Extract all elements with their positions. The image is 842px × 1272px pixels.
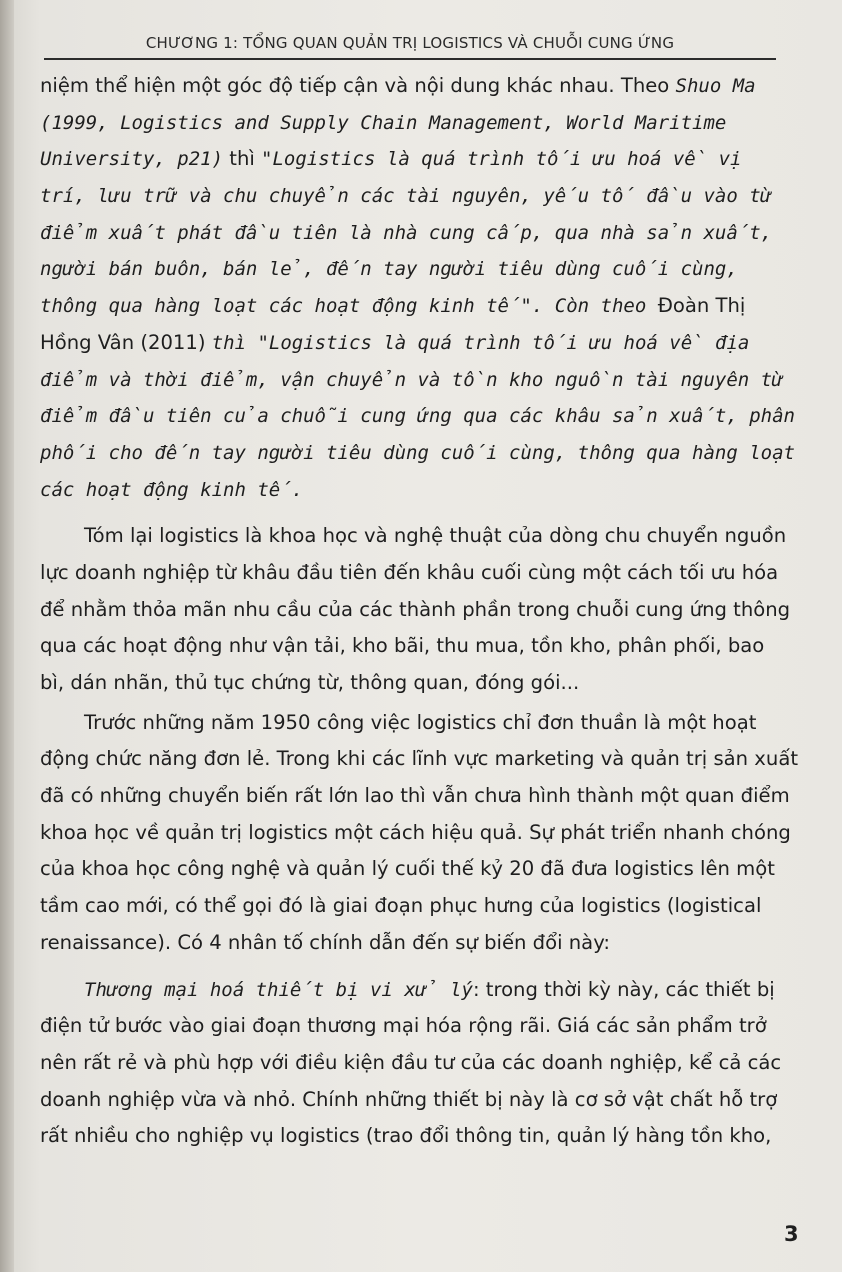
body-line bbox=[40, 68, 792, 105]
body-text: thì bbox=[223, 147, 262, 171]
body-text: : trong thời kỳ này, các thiết bị bbox=[472, 977, 775, 1001]
paragraph-line: lực doanh nghiệp từ khâu đầu tiên đến khâu cuối cùng một cách tối ưu hóa bbox=[40, 560, 779, 584]
paragraph-line: khoa học về quản trị logistics một cách hiệu quả. Sự phát triển nhanh chóng bbox=[40, 820, 791, 844]
paragraph-line: động chức năng đơn lẻ. Trong khi các lĩnh vực marketing và quản trị sản xuất bbox=[40, 747, 799, 771]
paragraph-line bbox=[40, 972, 792, 1009]
quote-line: các hoạt động kinh tế. bbox=[40, 478, 304, 501]
running-header: CHƯƠNG 1: TỔNG QUAN QUẢN TRỊ LOGISTICS VÀ CHUỖI CUNG ỨNG bbox=[44, 30, 776, 60]
citation-author: Shuo Ma bbox=[675, 75, 756, 97]
paragraph-line: điện tử bước vào giai đoạn thương mại hóa rộng rãi. Giá các sản phẩm trở bbox=[40, 1014, 767, 1038]
body-line bbox=[40, 288, 792, 325]
citation-text: University, p21) bbox=[40, 148, 224, 171]
paragraph-gap bbox=[40, 962, 792, 972]
paragraph-line: renaissance). Có 4 nhân tố chính dẫn đến sự biến đổi này: bbox=[40, 930, 610, 954]
paragraph-line: đã có những chuyển biến rất lớn lao thì vẫn chưa hình thành một quan điểm bbox=[40, 784, 790, 808]
paragraph-line: để nhằm thỏa mãn nhu cầu của các thành phần trong chuỗi cung ứng thông bbox=[40, 597, 791, 621]
paragraph-gap bbox=[40, 508, 792, 518]
quote-line: người bán buôn, bán lẻ, đến tay người tiêu dùng cuối cùng, bbox=[40, 258, 738, 281]
quote-line: trí, lưu trữ và chu chuyển các tài nguyên, yếu tố đầu vào từ bbox=[40, 185, 773, 208]
quote-line: phối cho đến tay người tiêu dùng cuối cùng, thông qua hàng loạt bbox=[40, 441, 795, 464]
quote-line: điểm và thời điểm, vận chuyển và tồn kho nguồn tài nguyên từ bbox=[40, 368, 784, 391]
quote-text: thông qua hàng loạt các hoạt động kinh tế". Còn theo bbox=[40, 295, 658, 318]
paragraph-line: Trước những năm 1950 công việc logistics chỉ đơn thuần là một hoạt bbox=[84, 710, 757, 734]
paragraph-line: rất nhiều cho nghiệp vụ logistics (trao đổi thông tin, quản lý hàng tồn kho, bbox=[40, 1124, 772, 1148]
paragraph-line: bì, dán nhãn, thủ tục chứng từ, thông quan, đóng gói... bbox=[40, 671, 580, 694]
body-line bbox=[40, 325, 792, 362]
paragraph-line: tầm cao mới, có thể gọi đó là giai đoạn phục hưng của logistics (logistical bbox=[40, 894, 762, 918]
quote-line: điểm đầu tiên của chuỗi cung ứng qua các khâu sản xuất, phân bbox=[40, 405, 795, 428]
paragraph-line: nên rất rẻ và phù hợp với điều kiện đầu tư của các doanh nghiệp, kể cả các bbox=[40, 1050, 782, 1074]
author-name: Hồng Vân (2011) bbox=[40, 330, 212, 354]
quote-line: điểm xuất phát đầu tiên là nhà cung cấp, qua nhà sản xuất, bbox=[40, 221, 773, 244]
quote-text: thì "Logistics là quá trình tối ưu hoá về địa bbox=[211, 331, 750, 354]
body-line bbox=[40, 141, 792, 178]
page-number: 3 bbox=[784, 1222, 799, 1246]
citation-line: (1999, Logistics and Supply Chain Management, World Maritime bbox=[40, 111, 727, 134]
paragraph-line: doanh nghiệp vừa và nhỏ. Chính những thiết bị này là cơ sở vật chất hỗ trợ bbox=[40, 1087, 778, 1111]
author-name: Đoàn Thị bbox=[657, 294, 746, 318]
body-text: niệm thể hiện một góc độ tiếp cận và nội dung khác nhau. Theo bbox=[40, 74, 676, 97]
quote-text: "Logistics là quá trình tối ưu hoá về vị bbox=[261, 148, 742, 171]
factor-heading: Thương mại hoá thiết bị vi xử lý bbox=[84, 978, 473, 1001]
paragraph-line: của khoa học công nghệ và quản lý cuối thế kỷ 20 đã đưa logistics lên một bbox=[40, 857, 775, 881]
page-binding-edge bbox=[0, 0, 14, 1272]
paragraph-line: Tóm lại logistics là khoa học và nghệ thuật của dòng chu chuyển nguồn bbox=[84, 524, 787, 548]
page-body bbox=[40, 68, 799, 1155]
paragraph-line: qua các hoạt động như vận tải, kho bãi, thu mua, tồn kho, phân phối, bao bbox=[40, 634, 765, 658]
